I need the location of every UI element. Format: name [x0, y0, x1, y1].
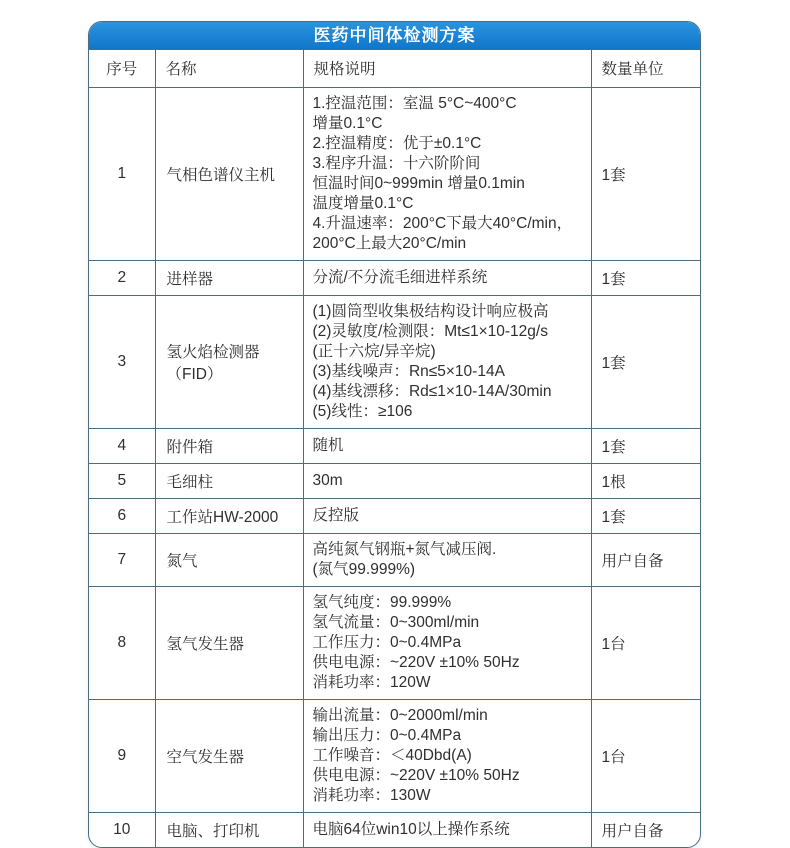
item-name-cell: 空气发生器 [155, 699, 303, 812]
spec-line: 氢气纯度：99.999% [312, 593, 452, 611]
row-number-cell: 2 [89, 260, 155, 295]
row-number-cell: 4 [89, 428, 155, 463]
spec-line: 消耗功率：130W [312, 786, 431, 804]
table-row [89, 498, 701, 533]
item-qty-cell: 1套 [591, 295, 701, 428]
item-qty-cell: 用户自备 [601, 822, 664, 840]
spec-line: (2)灵敏度/检测限：Mt≤1×10-12g/s [312, 322, 548, 340]
table-row [89, 533, 701, 586]
spec-line: (4)基线漂移：Rd≤1×10-14A/30min [312, 382, 552, 400]
spec-line: 输出流量：0~2000ml/min [312, 706, 488, 724]
spec-line: 输出压力：0~0.4MPa [312, 726, 462, 744]
row-number-cell: 6 [89, 498, 155, 533]
spec-line: 温度增量0.1°C [312, 194, 414, 212]
spec-line: 反控版 [312, 506, 360, 524]
item-qty-cell: 用户自备 [591, 533, 701, 586]
table-row [89, 812, 701, 847]
item-name-cell: 毛细柱 [155, 463, 303, 498]
item-qty-cell: 1套 [591, 428, 701, 463]
item-spec-cell [303, 260, 591, 295]
spec-line: 供电电源：~220V ±10% 50Hz [312, 766, 520, 784]
spec-line: 分流/不分流毛细进样系统 [312, 268, 488, 286]
spec-line: 200°C上最大20°C/min [312, 234, 467, 252]
table-row [89, 260, 701, 295]
row-number-cell: 1 [89, 87, 155, 260]
spec-line: 电脑64位win10以上操作系统 [312, 820, 510, 838]
table-row [89, 87, 701, 260]
spec-line: 消耗功率：120W [312, 673, 431, 691]
item-qty-cell: 1台 [591, 699, 701, 812]
page-title: 医药中间体检测方案 [313, 26, 476, 45]
header-cell-spec: 规格说明 [303, 50, 591, 87]
item-name-cell: 氢火焰检测器（FID） [155, 295, 303, 428]
item-qty-cell: 1套 [591, 87, 701, 260]
item-qty-cell: 1根 [591, 463, 701, 498]
spec-table [89, 50, 701, 847]
table-header-row [89, 50, 701, 87]
spec-line: 1.控温范围：室温 5°C~400°C [312, 94, 517, 112]
spec-sheet-card [88, 21, 701, 848]
table-row [89, 463, 701, 498]
item-name-cell: 工作站HW-2000 [155, 498, 303, 533]
header-cell-qty: 数量单位 [591, 50, 701, 87]
spec-line: 供电电源：~220V ±10% 50Hz [312, 653, 520, 671]
item-name-cell: 氮气 [155, 533, 303, 586]
item-name-cell: 氢气发生器 [155, 586, 303, 699]
item-spec-cell [303, 463, 591, 498]
spec-line: 增量0.1°C [312, 114, 383, 132]
row-number-cell: 3 [89, 295, 155, 428]
row-number-cell: 7 [89, 533, 155, 586]
spec-line: 2.控温精度：优于±0.1°C [312, 134, 482, 152]
spec-line: 随机 [312, 436, 344, 454]
item-spec-cell [303, 812, 591, 847]
header-cell-no: 序号 [89, 50, 155, 87]
table-row [89, 295, 701, 428]
item-spec-cell [303, 428, 591, 463]
spec-line: (5)线性：≥106 [312, 402, 413, 420]
header-cell-name: 名称 [155, 50, 303, 87]
item-spec-cell [303, 586, 591, 699]
item-name-cell: 电脑、打印机 [155, 812, 303, 847]
item-name-cell: 气相色谱仪主机 [155, 87, 303, 260]
spec-line: (1)圆筒型收集极结构设计响应极高 [312, 302, 549, 320]
spec-line: 3.程序升温：十六阶阶间 [312, 154, 481, 172]
spec-line: 氢气流量：0~300ml/min [312, 613, 480, 631]
item-spec-cell [303, 295, 591, 428]
spec-line: 工作压力：0~0.4MPa [312, 633, 462, 651]
title-banner [89, 22, 700, 50]
spec-line: (正十六烷/异辛烷) [312, 342, 436, 360]
spec-line: 30m [312, 471, 343, 489]
spec-line: (氮气99.999%) [312, 560, 416, 578]
spec-line: 工作噪音：＜40Dbd(A) [312, 746, 472, 764]
row-number-cell: 10 [89, 812, 155, 847]
item-spec-cell [303, 533, 591, 586]
item-spec-cell [303, 699, 591, 812]
row-number-cell: 9 [89, 699, 155, 812]
item-name-cell: 进样器 [155, 260, 303, 295]
item-qty-cell: 1台 [591, 586, 701, 699]
row-number-cell: 8 [89, 586, 155, 699]
item-qty-cell: 1套 [591, 260, 701, 295]
table-row [89, 428, 701, 463]
table-body [89, 87, 701, 847]
item-spec-cell [303, 498, 591, 533]
spec-line: (3)基线噪声：Rn≤5×10-14A [312, 362, 505, 380]
item-spec-cell [303, 87, 591, 260]
row-number-cell: 5 [89, 463, 155, 498]
table-row [89, 699, 701, 812]
spec-line: 高纯氮气钢瓶+氮气减压阀. [312, 540, 497, 558]
table-row [89, 586, 701, 699]
spec-line: 恒温时间0~999min 增量0.1min [312, 174, 525, 192]
item-qty-cell: 1套 [591, 498, 701, 533]
spec-line: 4.升温速率：200°C下最大40°C/min， [312, 214, 573, 232]
item-name-cell: 附件箱 [155, 428, 303, 463]
